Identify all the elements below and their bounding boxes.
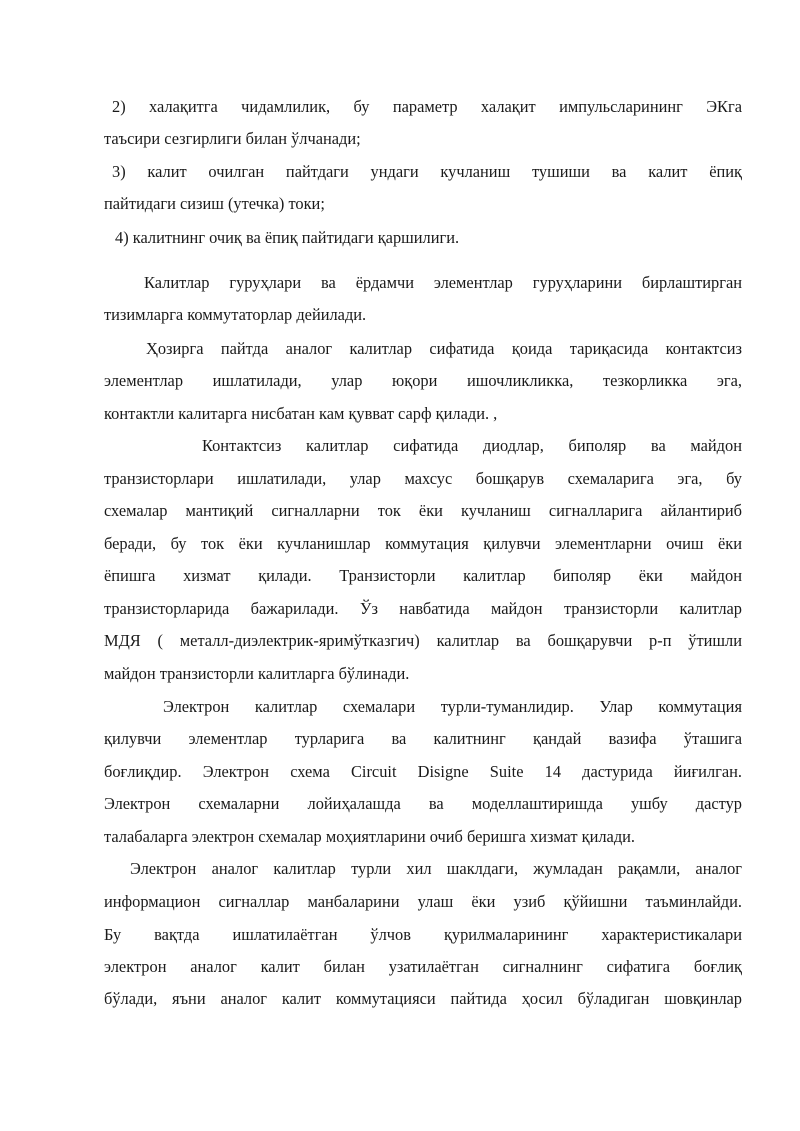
text-line: 3) калит очилган пайтдаги ундаги кучланиш тушиши ва калит ёпиқ [112,162,742,181]
text-line: қилувчи элементлар турларига ва калитнинг қандай вазифа ўташига [104,729,742,748]
text-line: электрон аналог калит билан узатилаётган сигналнинг сифатига боғлиқ [104,957,742,976]
text-line: транзисторлари ишлатилади, улар махсус бошқарув схемаларига эга, бу [104,469,742,488]
text-line: Электрон аналог калитлар турли хил шаклдаги, жумладан рақамли, аналог [130,859,742,878]
text-line: МДЯ ( металл-диэлектрик-яримўтказгич) калитлар ва бошқарувчи p-п ўтишли [104,631,742,650]
text-line: схемалар мантиқий сигналларни ток ёки кучланиш сигналларига айлантириб [104,501,742,520]
text-line: таъсири сезгирлиги билан ўлчанади; [104,129,361,148]
text-line: майдон транзисторли калитларга бўлинади. [104,664,410,683]
text-line: транзисторларида бажарилади. Ўз навбатида майдон транзисторли калитлар [104,599,742,618]
text-line: бўлади, яъни аналог калит коммутацияси пайтида ҳосил бўладиган шовқинлар [104,989,742,1008]
text-line: 4) калитнинг очиқ ва ёпиқ пайтидаги қаршилиги. [115,228,460,247]
text-line: тизимларга коммутаторлар дейилади. [104,305,367,324]
text-line: беради, бу ток ёки кучланишлар коммутация қилувчи элементларни очиш ёки [104,534,742,553]
text-line: Контактсиз калитлар сифатида диодлар, биполяр ва майдон [202,436,742,455]
text-line: Электрон схемаларни лойиҳалашда ва моделлаштиришда ушбу дастур [104,794,742,813]
text-line: информацион сигналлар манбаларини улаш ёки узиб қўйишни таъминлайди. [104,892,742,911]
text-line: Электрон калитлар схемалари турли-туманлидир. Улар коммутация [163,697,742,716]
text-line: элементлар ишлатилади, улар юқори ишочликликка, тезкорликка эга, [104,371,742,390]
text-line: талабаларга электрон схемалар моҳиятларини очиб беришга хизмат қилади. [104,827,636,846]
text-line: пайтидаги сизиш (утечка) токи; [104,194,325,213]
text-line: контактли калитарга нисбатан кам қувват сарф қилади. , [104,404,498,423]
text-line: 2) халақитга чидамлилик, бу параметр халақит импульсларининг ЭКга [112,97,742,116]
text-line: боғлиқдир. Электрон схема Circuit Disigne Suite 14 дастурида йиғилган. [104,762,742,781]
text-line: Ҳозирга пайтда аналог калитлар сифатида қоида тариқасида контактсиз [146,339,742,358]
text-line: Бу вақтда ишлатилаётган ўлчов қурилмаларининг характеристикалари [104,925,742,944]
text-line: ёпишга хизмат қилади. Транзисторли калитлар биполяр ёки майдон [104,566,742,585]
text-line: Калитлар гуруҳлари ва ёрдамчи элементлар гуруҳларини бирлаштирган [144,273,742,292]
